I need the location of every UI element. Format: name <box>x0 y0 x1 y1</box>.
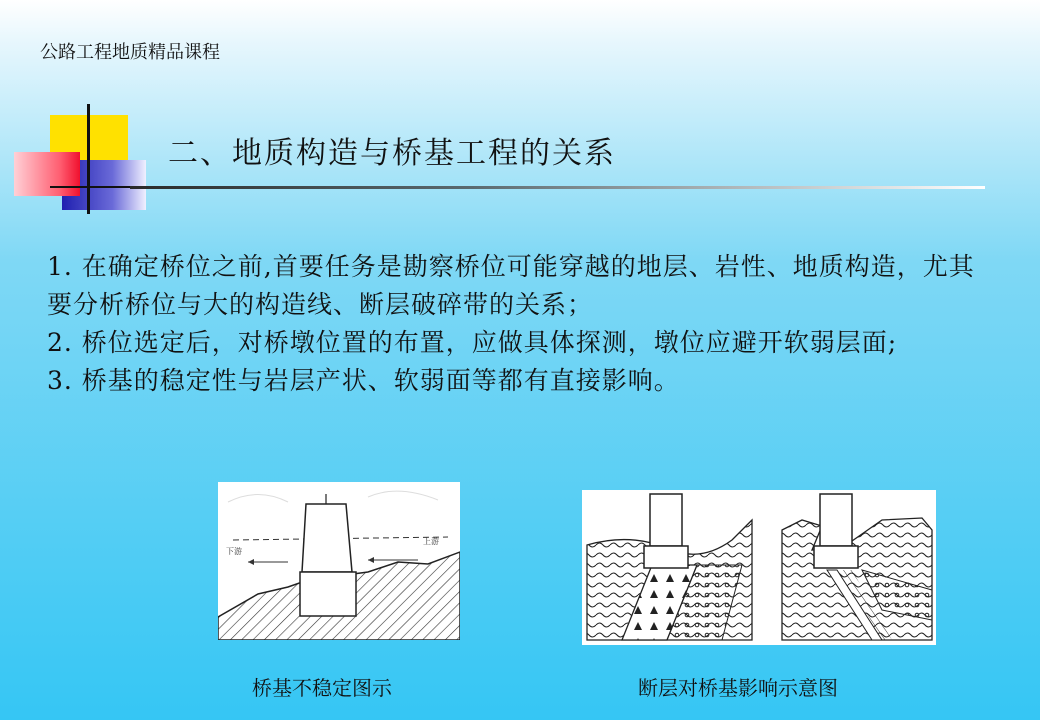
figure-unstable-foundation <box>218 482 460 640</box>
point-3: 3. 桥基的稳定性与岩层产状、软弱面等都有直接影响。 <box>47 366 680 395</box>
slide-title: 二、地质构造与桥基工程的关系 <box>168 136 616 171</box>
body-text <box>47 248 997 400</box>
course-title: 公路工程地质精品课程 <box>40 42 220 63</box>
downstream-label: 下游 <box>226 547 242 556</box>
point-1: 1. 在确定桥位之前,首要任务是勘察桥位可能穿越的地层、岩性、地质构造，尤其要分析桥位与大的构造线、断层破碎带的关系； <box>47 252 975 319</box>
red-square <box>14 152 80 196</box>
upstream-label: 上游 <box>423 537 439 546</box>
figure-fault-effect <box>582 490 936 645</box>
point-2: 2. 桥位选定后，对桥墩位置的布置，应做具体探测，墩位应避开软弱层面; <box>47 328 898 357</box>
figure1-caption: 桥基不稳定图示 <box>252 676 392 700</box>
title-rule <box>130 186 985 189</box>
vertical-line <box>87 104 90 214</box>
figure2-caption: 断层对桥基影响示意图 <box>638 676 838 700</box>
horizontal-line <box>50 186 130 188</box>
